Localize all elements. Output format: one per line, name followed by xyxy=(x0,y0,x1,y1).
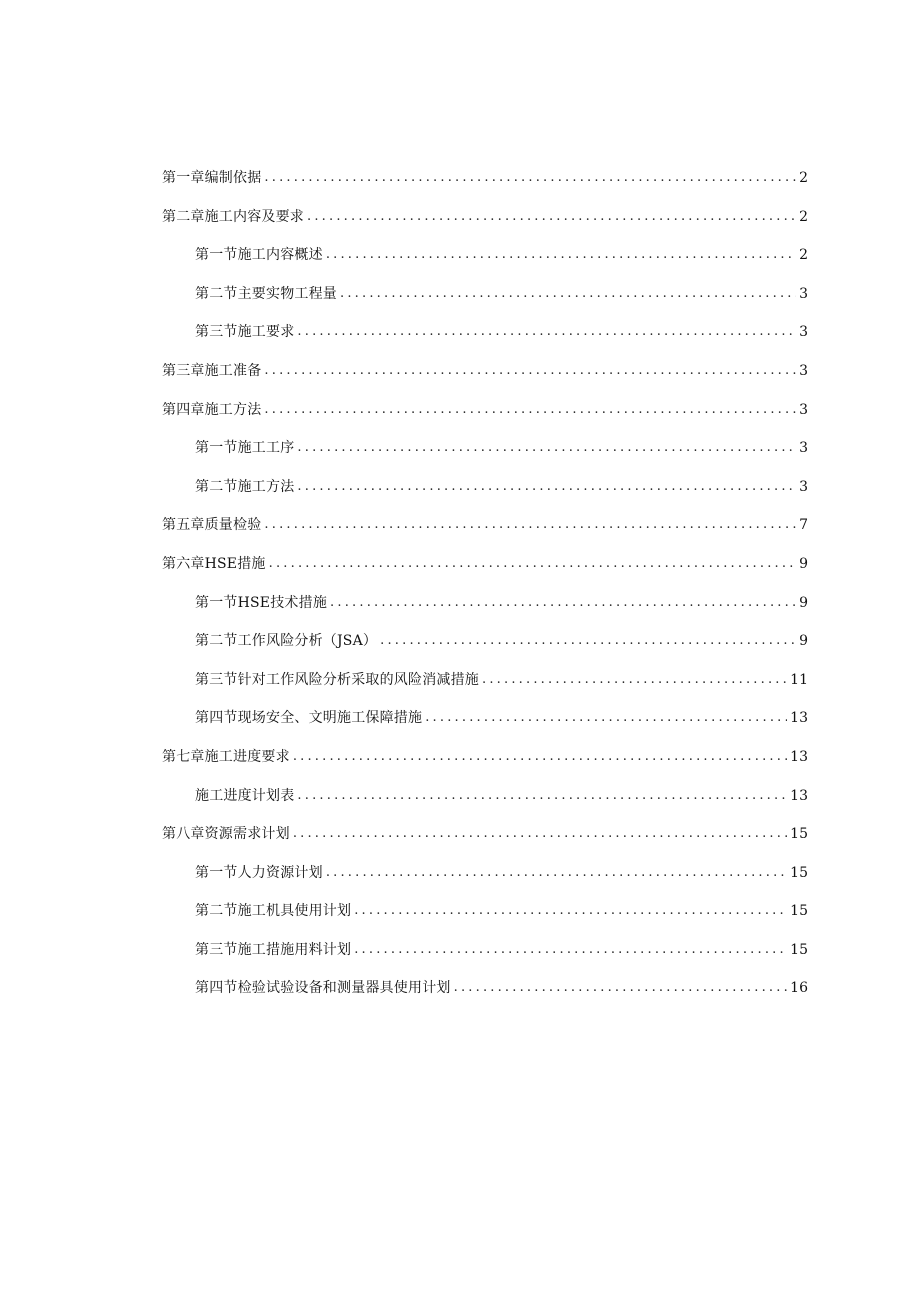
toc-dot-leader xyxy=(354,901,787,921)
toc-entry-title: 第二章施工内容及要求 xyxy=(162,208,304,225)
toc-entry[interactable] xyxy=(162,265,808,304)
toc-dot-leader xyxy=(354,940,787,960)
table-of-contents xyxy=(162,168,808,998)
toc-entry[interactable] xyxy=(162,535,808,574)
toc-entry-page: 15 xyxy=(790,864,808,881)
toc-entry-page: 3 xyxy=(799,478,808,495)
toc-entry[interactable] xyxy=(162,188,808,227)
toc-dot-leader xyxy=(326,245,796,265)
toc-dot-leader xyxy=(264,361,796,381)
toc-dot-leader xyxy=(297,322,796,342)
toc-dot-leader xyxy=(297,438,796,458)
toc-entry-page: 7 xyxy=(799,517,808,534)
toc-entry-page: 13 xyxy=(790,787,808,804)
toc-entry-page: 11 xyxy=(790,671,808,688)
toc-entry[interactable] xyxy=(162,960,808,999)
toc-entry-title: 第二节工作风险分析（JSA） xyxy=(195,633,378,650)
toc-entry-page: 3 xyxy=(799,362,808,379)
toc-entry[interactable] xyxy=(162,728,808,767)
toc-dot-leader xyxy=(425,708,787,728)
toc-entry[interactable] xyxy=(162,227,808,266)
toc-entry-title: 第一节人力资源计划 xyxy=(195,864,323,881)
toc-entry-title: 第四节检验试验设备和测量器具使用计划 xyxy=(195,980,451,997)
toc-entry-page: 2 xyxy=(799,208,808,225)
toc-entry-title: 第一节HSE技术措施 xyxy=(195,594,328,611)
toc-entry-title: 第八章资源需求计划 xyxy=(162,826,290,843)
toc-entry-page: 2 xyxy=(799,247,808,264)
toc-entry[interactable] xyxy=(162,497,808,536)
toc-entry[interactable] xyxy=(162,304,808,343)
toc-entry-page: 2 xyxy=(799,170,808,186)
toc-entry-page: 15 xyxy=(790,903,808,920)
toc-entry-page: 3 xyxy=(799,285,808,302)
toc-dot-leader xyxy=(326,863,787,883)
toc-entry-title: 第三节施工措施用料计划 xyxy=(195,941,352,958)
toc-entry[interactable] xyxy=(162,342,808,381)
toc-dot-leader xyxy=(330,593,796,613)
toc-entry-title: 第三章施工准备 xyxy=(162,362,262,379)
toc-entry-title: 第一节施工内容概述 xyxy=(195,247,323,264)
toc-entry[interactable] xyxy=(162,806,808,845)
toc-entry-title: 第六章HSE措施 xyxy=(162,555,266,572)
toc-entry-page: 3 xyxy=(799,401,808,418)
toc-dot-leader xyxy=(293,824,787,844)
toc-entry-page: 13 xyxy=(790,748,808,765)
toc-entry-page: 15 xyxy=(790,941,808,958)
toc-dot-leader xyxy=(297,786,787,806)
toc-entry[interactable] xyxy=(162,458,808,497)
toc-entry-page: 9 xyxy=(799,594,808,611)
toc-dot-leader xyxy=(482,670,787,690)
toc-entry[interactable] xyxy=(162,381,808,420)
toc-entry[interactable] xyxy=(162,883,808,922)
toc-entry-title: 第四节现场安全、文明施工保障措施 xyxy=(195,710,423,727)
toc-entry[interactable] xyxy=(162,844,808,883)
toc-entry-title: 第三节针对工作风险分析采取的风险消减措施 xyxy=(195,671,479,688)
toc-entry[interactable] xyxy=(162,168,808,188)
toc-entry-title: 第二节施工机具使用计划 xyxy=(195,903,352,920)
toc-dot-leader xyxy=(264,168,796,188)
toc-entry[interactable] xyxy=(162,690,808,729)
toc-entry-title: 第一章编制依据 xyxy=(162,170,262,186)
toc-entry-page: 3 xyxy=(799,324,808,341)
toc-entry-title: 第七章施工进度要求 xyxy=(162,748,290,765)
toc-entry-page: 16 xyxy=(790,980,808,997)
toc-dot-leader xyxy=(269,554,796,574)
toc-dot-leader xyxy=(307,207,796,227)
toc-entry-page: 9 xyxy=(799,633,808,650)
toc-entry[interactable] xyxy=(162,767,808,806)
toc-dot-leader xyxy=(340,284,796,304)
toc-dot-leader xyxy=(264,515,796,535)
toc-entry[interactable] xyxy=(162,613,808,652)
toc-entry-title: 第二节施工方法 xyxy=(195,478,295,495)
toc-entry[interactable] xyxy=(162,574,808,613)
toc-dot-leader xyxy=(380,631,796,651)
toc-dot-leader xyxy=(454,978,788,998)
toc-entry-title: 第五章质量检验 xyxy=(162,517,262,534)
toc-entry[interactable] xyxy=(162,921,808,960)
toc-entry-title: 第二节主要实物工程量 xyxy=(195,285,337,302)
toc-entry-page: 15 xyxy=(790,826,808,843)
toc-entry-title: 施工进度计划表 xyxy=(195,787,295,804)
toc-entry[interactable] xyxy=(162,651,808,690)
toc-dot-leader xyxy=(293,747,787,767)
toc-dot-leader xyxy=(297,477,796,497)
toc-entry-page: 3 xyxy=(799,440,808,457)
toc-entry-title: 第四章施工方法 xyxy=(162,401,262,418)
toc-dot-leader xyxy=(264,400,796,420)
toc-entry-page: 9 xyxy=(799,555,808,572)
toc-entry[interactable] xyxy=(162,420,808,459)
toc-entry-title: 第三节施工要求 xyxy=(195,324,295,341)
toc-entry-title: 第一节施工工序 xyxy=(195,440,295,457)
toc-entry-page: 13 xyxy=(790,710,808,727)
